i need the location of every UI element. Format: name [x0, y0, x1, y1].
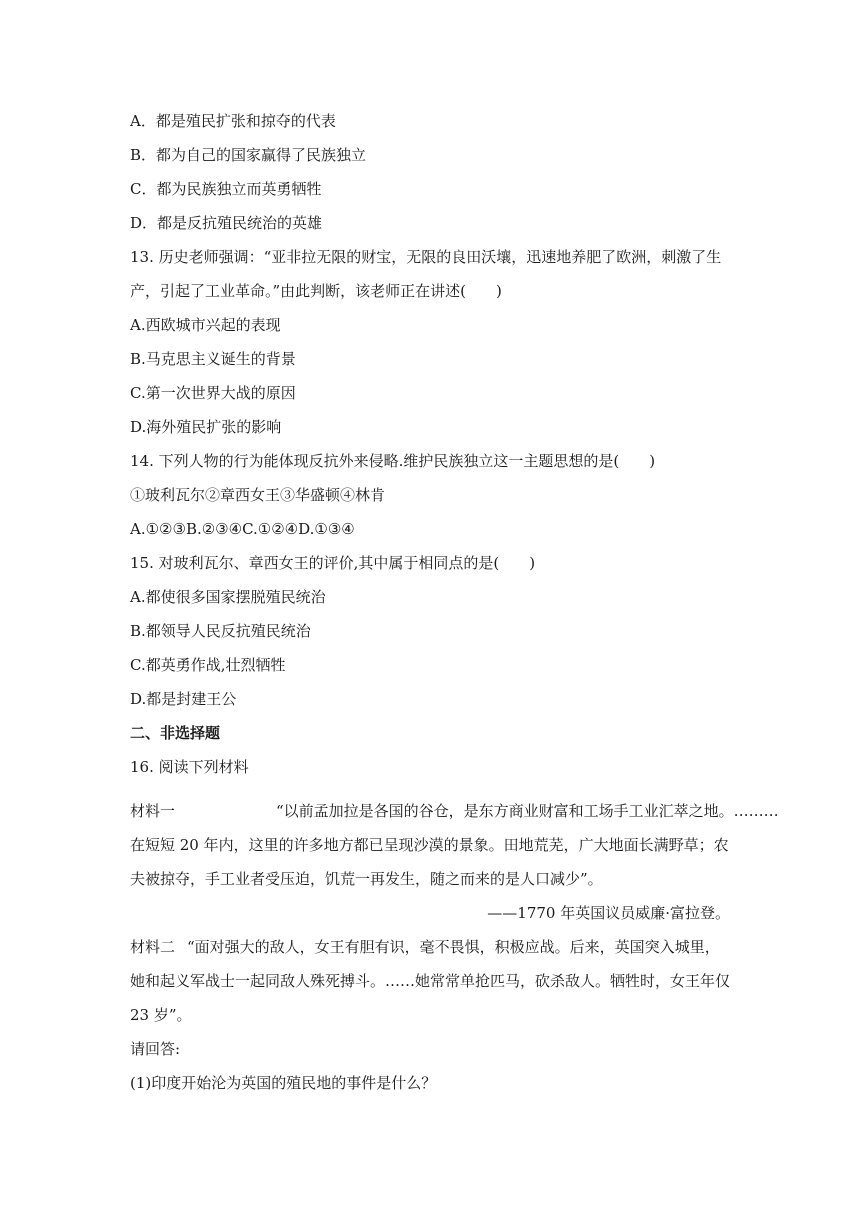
section-title: 二、非选择题	[130, 724, 221, 742]
material2-line1	[130, 937, 720, 957]
material2-label: 材料二	[130, 938, 176, 956]
q13-option-c: C.第一次世界大战的原因	[130, 384, 296, 402]
q16-stem: 16. 阅读下列材料	[130, 758, 249, 776]
q13-option-b: B.马克思主义诞生的背景	[130, 350, 296, 368]
material1-text-1: “以前孟加拉是各国的谷仓，是东方商业财富和工场手工业汇萃之地。………	[276, 802, 779, 820]
material1-line2: 在短短 20 年内，这里的许多地方都已呈现沙漠的景象。田地荒芜，广大地面长满野草；农	[130, 836, 729, 854]
q14-options: A.①②③B.②③④C.①②④D.①③④	[130, 520, 355, 538]
material2-line2: 她和起义军战士一起同敌人殊死搏斗。……她常常单抢匹马，砍杀敌人。牺牲时，女王年仅	[130, 972, 731, 990]
q15-stem: 15. 对玻利瓦尔、章西女王的评价,其中属于相同点的是( )	[130, 554, 536, 572]
answer-prompt: 请回答:	[130, 1040, 181, 1058]
q13-stem-line1: 13. 历史老师强调：“亚非拉无限的财宝，无限的良田沃壤，迅速地养肥了欧洲，刺激了生	[130, 248, 722, 266]
material1-source: ——1770 年英国议员威廉·富拉登。	[487, 904, 730, 922]
q12-option-b: B．都为自己的国家赢得了民族独立	[130, 146, 367, 164]
material1-label: 材料一	[130, 802, 176, 820]
q12-option-a: A．都是殖民扩张和掠夺的代表	[130, 112, 336, 130]
q13-stem-line2: 产，引起了工业革命。”由此判断，该老师正在讲述( )	[130, 282, 502, 300]
q12-option-d: D．都是反抗殖民统治的英雄	[130, 214, 323, 232]
material1-line1	[130, 801, 779, 821]
q12-option-c: C．都为民族独立而英勇牺牲	[130, 180, 322, 198]
q13-option-a: A.西欧城市兴起的表现	[130, 316, 281, 334]
q15-option-c: C.都英勇作战,壮烈牺牲	[130, 656, 286, 674]
q14-stem: 14. 下列人物的行为能体现反抗外来侵略.维护民族独立这一主题思想的是( )	[130, 452, 656, 470]
q14-items: ①玻利瓦尔②章西女王③华盛顿④林肯	[130, 486, 386, 504]
q15-option-b: B.都领导人民反抗殖民统治	[130, 622, 311, 640]
material2-text-1: “面对强大的敌人，女王有胆有识，毫不畏惧，积极应战。后来，英国突入城里，	[187, 938, 720, 956]
q16-sub-question-1: (1)印度开始沦为英国的殖民地的事件是什么？	[130, 1074, 437, 1092]
q15-option-a: A.都使很多国家摆脱殖民统治	[130, 588, 326, 606]
q13-option-d: D.海外殖民扩张的影响	[130, 418, 282, 436]
material1-line3: 夫被掠夺，手工业者受压迫，饥荒一再发生，随之而来的是人口减少”。	[130, 870, 603, 888]
q15-option-d: D.都是封建王公	[130, 690, 237, 708]
material2-line3: 23 岁”。	[130, 1006, 192, 1024]
